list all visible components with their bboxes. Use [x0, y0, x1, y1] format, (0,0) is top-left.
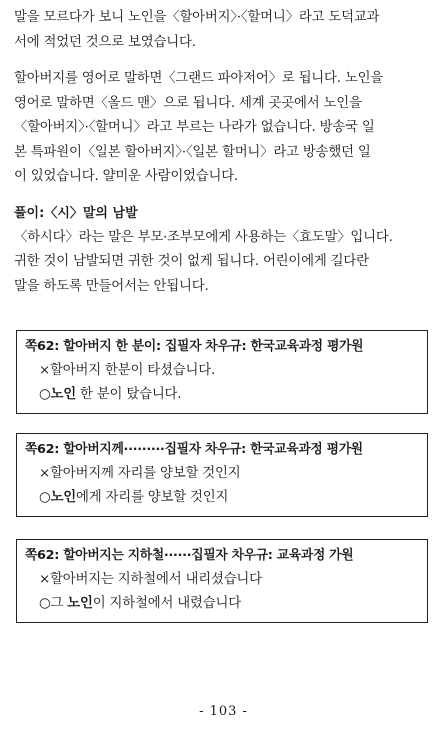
text-line: 할아버지를 영어로 말하면〈그랜드 파아저어〉로 됩니다. 노인을 [14, 71, 384, 86]
text-line: 말을 하도록 만들어서는 안됩니다. [14, 278, 209, 294]
box-title: 쪽62: 할아버지 한 분이: 집필자 차우규: 한국교육과정 평가원 [25, 339, 364, 354]
right-emphasis: 노인 [50, 387, 76, 402]
text-line: 말을 모르다가 보니 노인을〈할아버지〉·〈할머니〉라고 도덕교과 [14, 10, 380, 25]
intro-paragraph-2 [14, 67, 435, 190]
correction-box [16, 539, 428, 623]
intro-paragraph-1 [14, 6, 435, 55]
correction-box [16, 330, 428, 414]
right-prefix: ○ [39, 387, 51, 402]
explanation-heading: 풀이:〈시〉말의 남발 [14, 205, 138, 221]
right-rest: 이 지하철에서 내렸습니다 [92, 596, 241, 611]
box-title: 쪽62: 할아버지께·········집필자 차우규: 한국교육과정 평가원 [25, 442, 363, 457]
text-line: 귀한 것이 남발되면 귀한 것이 없게 됩니다. 어린이에게 길다란 [14, 254, 369, 269]
page-body [14, 6, 435, 299]
right-example [25, 486, 419, 510]
text-line: 서에 적었던 것으로 보였습니다. [14, 34, 196, 50]
text-line: 〈하시다〉라는 말은 부모·조부모에게 사용하는〈효도말〉입니다. [14, 229, 393, 245]
text-line: 본 특파원이〈일본 할아버지〉·〈일본 할머니〉라고 방송했던 일 [14, 144, 371, 160]
correction-box [16, 433, 428, 517]
right-rest: 에게 자리를 양보할 것인지 [75, 490, 229, 505]
text-line: 영어로 말하면〈올드 맨〉으로 됩니다. 세계 곳곳에서 노인을 [14, 95, 362, 111]
wrong-example: ×할아버지께 자리를 양보할 것인지 [39, 466, 241, 481]
wrong-example: ×할아버지는 지하철에서 내리셨습니다 [39, 572, 262, 587]
text-line: 이 있었습니다. 얄미운 사람이었습니다. [14, 169, 239, 184]
right-emphasis: 노인 [50, 490, 76, 505]
right-rest: 한 분이 탔습니다. [75, 387, 182, 402]
right-prefix: ○ [39, 490, 51, 505]
text-line: 〈할아버지〉·〈할머니〉라고 부르는 나라가 없습니다. 방송국 일 [14, 120, 375, 135]
right-example [25, 592, 419, 616]
wrong-example: ×할아버지 한분이 타셨습니다. [39, 363, 216, 378]
right-example [25, 383, 419, 407]
box-title: 쪽62: 할아버지는 지하철······집필자 차우규: 교육과정 가원 [25, 548, 354, 563]
explanation-paragraph [14, 226, 435, 300]
right-prefix: ○그 [39, 596, 68, 611]
page-number: - 103 - [199, 704, 248, 719]
right-emphasis: 노인 [67, 596, 93, 611]
